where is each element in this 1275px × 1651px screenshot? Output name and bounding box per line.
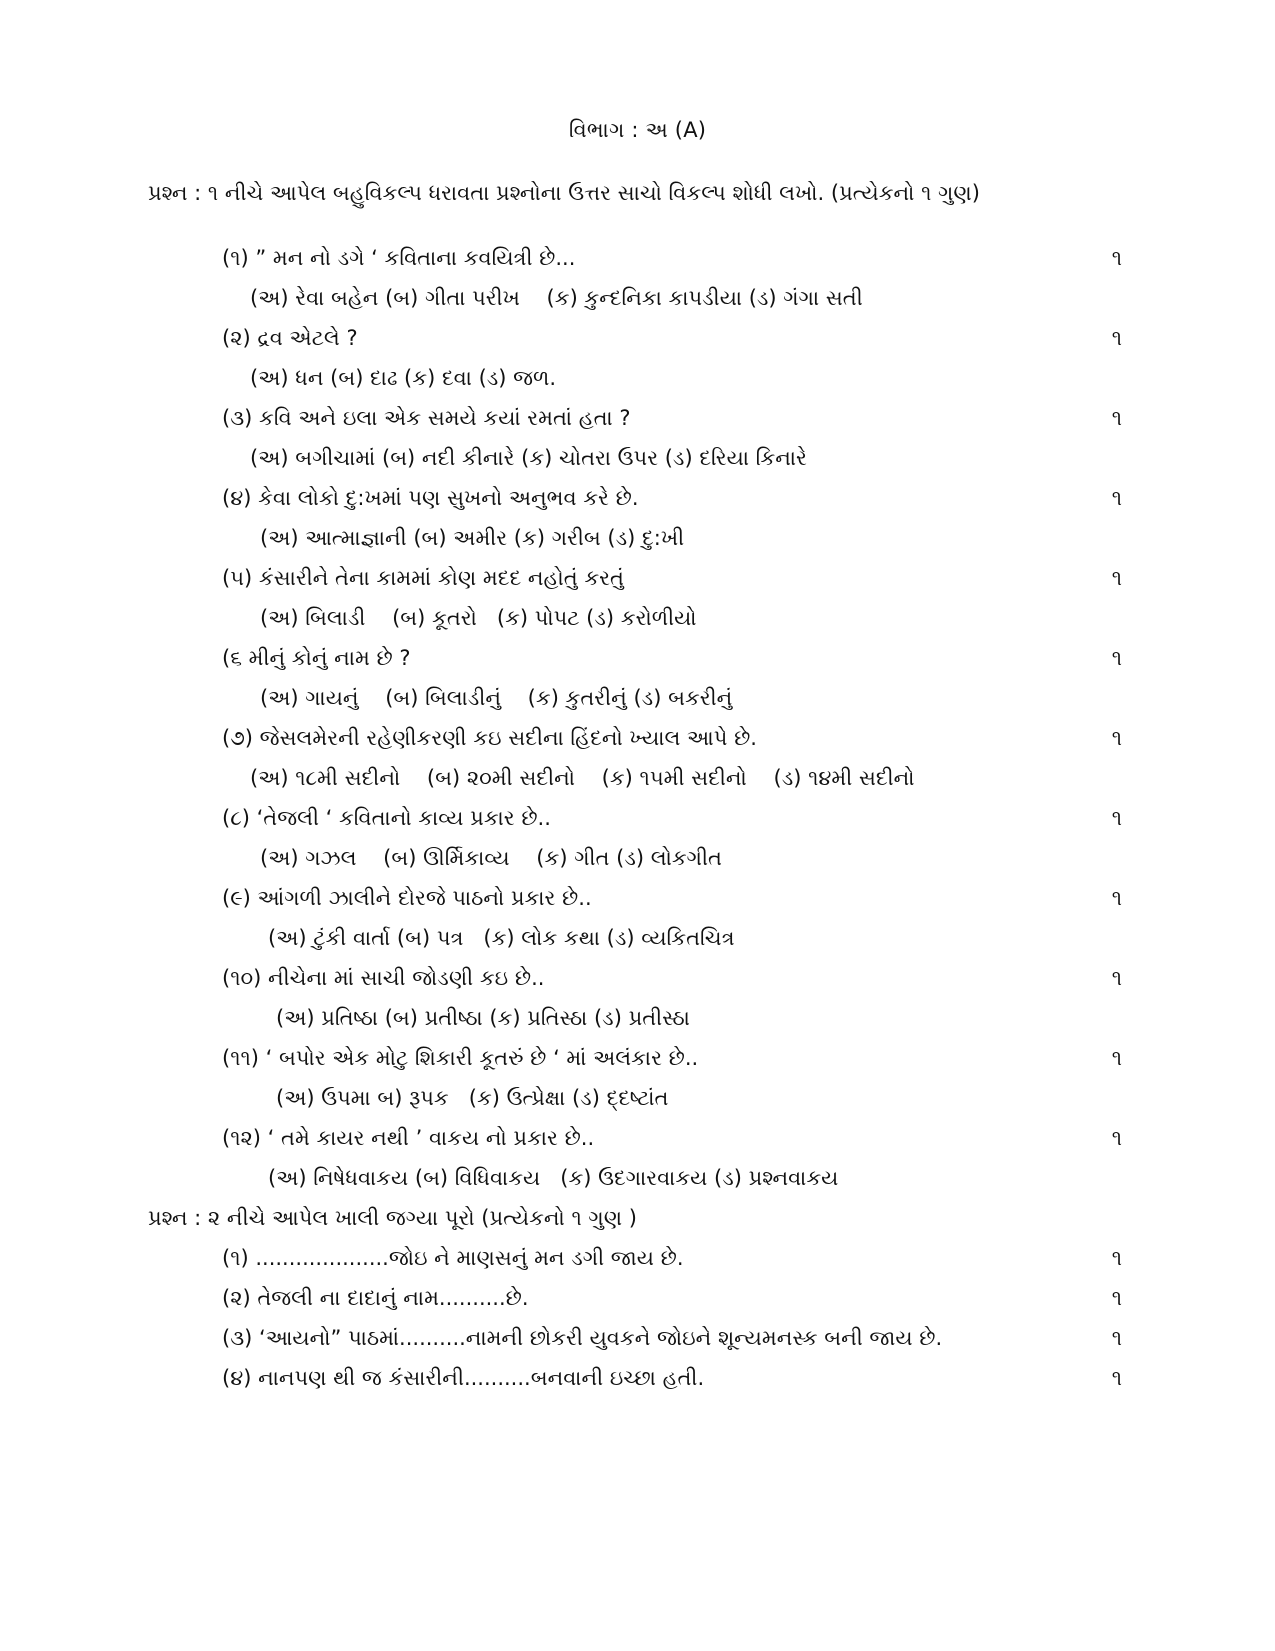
marks: ૧	[1111, 806, 1122, 830]
marks: ૧	[1111, 1326, 1122, 1350]
mcq-question-4	[222, 486, 1122, 516]
mcq-question-8	[222, 806, 1122, 836]
marks: ૧	[1111, 646, 1122, 670]
section-title: વિભાગ : અ (A)	[568, 118, 707, 142]
question-1-instruction: પ્રશ્ન : ૧ નીચે આપેલ બહુવિકલ્પ ધરાવતા પ્રશ્નોના ઉત્તર સાચો વિકલ્પ શોધી લખો. (પ્રત્યેકનો ૧ ગુણ)	[148, 181, 980, 205]
mcq-question-5	[222, 566, 1122, 596]
question-text: (૫) કંસારીને તેના કામમાં કોણ મદદ નહોતું કરતું	[222, 566, 624, 590]
question-text: (૪) કેવા લોકો દુ:ખમાં પણ સુખનો અનુભવ કરે છે.	[222, 486, 639, 510]
question-text: (૩) કવિ અને ઇલા એક સમયે કયાં રમતાં હતા ?	[222, 406, 631, 430]
mcq-question-3	[222, 406, 1122, 436]
mcq-question-11	[222, 1046, 1122, 1076]
mcq-options-7: (અ) ૧૮મી સદીનો (બ) ૨૦મી સદીનો (ક) ૧૫મી સદીનો (ડ) ૧૪મી સદીનો	[250, 766, 915, 790]
marks: ૧	[1111, 886, 1122, 910]
mcq-options-3: (અ) બગીચામાં (બ) નદી કીનારે (ક) ચોતરા ઉપર (ડ) દરિયા કિનારે	[250, 446, 807, 470]
mcq-options-2: (અ) ધન (બ) દાઢ (ક) દવા (ડ) જળ.	[250, 366, 557, 390]
question-text: (૯) આંગળી ઝાલીને દોરજે પાઠનો પ્રકાર છે..	[222, 886, 592, 910]
question-text: (૬ મીનું કોનું નામ છે ?	[222, 646, 411, 670]
question-text: (૧) ....................જોઇ ને માણસનું મન ડગી જાય છે.	[222, 1246, 684, 1270]
question-text: (૩) ‘આયનો” પાઠમાં..........નામની છોકરી યુવકને જોઇને શૂન્યમનસ્ક બની જાય છે.	[222, 1326, 943, 1350]
marks: ૧	[1111, 326, 1122, 350]
fill-blank-3	[222, 1326, 1122, 1356]
mcq-options-4: (અ) આત્માજ્ઞાની (બ) અમીર (ક) ગરીબ (ડ) દુ:ખી	[260, 526, 685, 550]
mcq-question-2	[222, 326, 1122, 356]
mcq-question-10	[222, 966, 1122, 996]
mcq-question-9	[222, 886, 1122, 916]
question-text: (૨) દ્રવ એટલે ?	[222, 326, 358, 350]
mcq-options-9: (અ) ટુંકી વાર્તા (બ) પત્ર (ક) લોક કથા (ડ) વ્યકિતચિત્ર	[268, 926, 735, 950]
question-text: (૮) ‘તેજલી ‘ કવિતાનો કાવ્ય પ્રકાર છે..	[222, 806, 551, 830]
question-text: (૧) ” મન નો ડગે ‘ કવિતાના કવયિત્રી છે...	[222, 246, 576, 270]
marks: ૧	[1111, 726, 1122, 750]
marks: ૧	[1111, 486, 1122, 510]
mcq-question-1	[222, 246, 1122, 276]
marks: ૧	[1111, 966, 1122, 990]
marks: ૧	[1111, 1126, 1122, 1150]
mcq-options-5: (અ) બિલાડી (બ) કૂતરો (ક) પોપટ (ડ) કરોળીયો	[260, 606, 697, 630]
mcq-options-10: (અ) પ્રતિષ્ઠા (બ) પ્રતીષ્ઠા (ક) પ્રતિસ્ઠા (ડ) પ્રતીસ્ઠા	[276, 1006, 690, 1030]
mcq-question-7	[222, 726, 1122, 756]
marks: ૧	[1111, 406, 1122, 430]
mcq-question-6	[222, 646, 1122, 676]
question-text: (૧૦) નીચેના માં સાચી જોડણી કઇ છે..	[222, 966, 545, 990]
mcq-options-8: (અ) ગઝલ (બ) ઊર્મિકાવ્ય (ક) ગીત (ડ) લોકગીત	[260, 846, 722, 870]
fill-blank-1	[222, 1246, 1122, 1276]
question-2-instruction: પ્રશ્ન : ૨ નીચે આપેલ ખાલી જગ્યા પૂરો (પ્રત્યેકનો ૧ ગુણ )	[148, 1206, 637, 1230]
fill-blank-4	[222, 1366, 1122, 1396]
mcq-options-11: (અ) ઉપમા બ) રૂપક (ક) ઉત્પ્રેક્ષા (ડ) દ્દષ્ટાંત	[276, 1086, 669, 1110]
question-text: (૭) જેસલમેરની રહેણીકરણી કઇ સદીના હિંદનો ખ્યાલ આપે છે.	[222, 726, 757, 750]
mcq-options-1: (અ) રેવા બહેન (બ) ગીતા પરીખ (ક) કુન્દનિકા કાપડીયા (ડ) ગંગા સતી	[250, 286, 863, 310]
marks: ૧	[1111, 1046, 1122, 1070]
marks: ૧	[1111, 1366, 1122, 1390]
question-text: (૪) નાનપણ થી જ કંસારીની..........બનવાની ઇચ્છા હતી.	[222, 1366, 705, 1390]
fill-blank-2	[222, 1286, 1122, 1316]
mcq-question-12	[222, 1126, 1122, 1156]
question-text: (૧૧) ‘ બપોર એક મોટુ શિકારી કૂતરું છે ‘ માં અલંકાર છે..	[222, 1046, 699, 1070]
marks: ૧	[1111, 566, 1122, 590]
mcq-options-12: (અ) નિષેધવાકય (બ) વિધિવાકય (ક) ઉદગારવાકય (ડ) પ્રશ્નવાકય	[268, 1166, 839, 1190]
question-text: (૨) તેજલી ના દાદાનું નામ..........છે.	[222, 1286, 529, 1310]
marks: ૧	[1111, 1286, 1122, 1310]
marks: ૧	[1111, 246, 1122, 270]
marks: ૧	[1111, 1246, 1122, 1270]
mcq-options-6: (અ) ગાયનું (બ) બિલાડીનું (ક) કુતરીનું (ડ) બકરીનું	[260, 686, 733, 710]
question-text: (૧૨) ‘ તમે કાયર નથી ’ વાકય નો પ્રકાર છે..	[222, 1126, 595, 1150]
